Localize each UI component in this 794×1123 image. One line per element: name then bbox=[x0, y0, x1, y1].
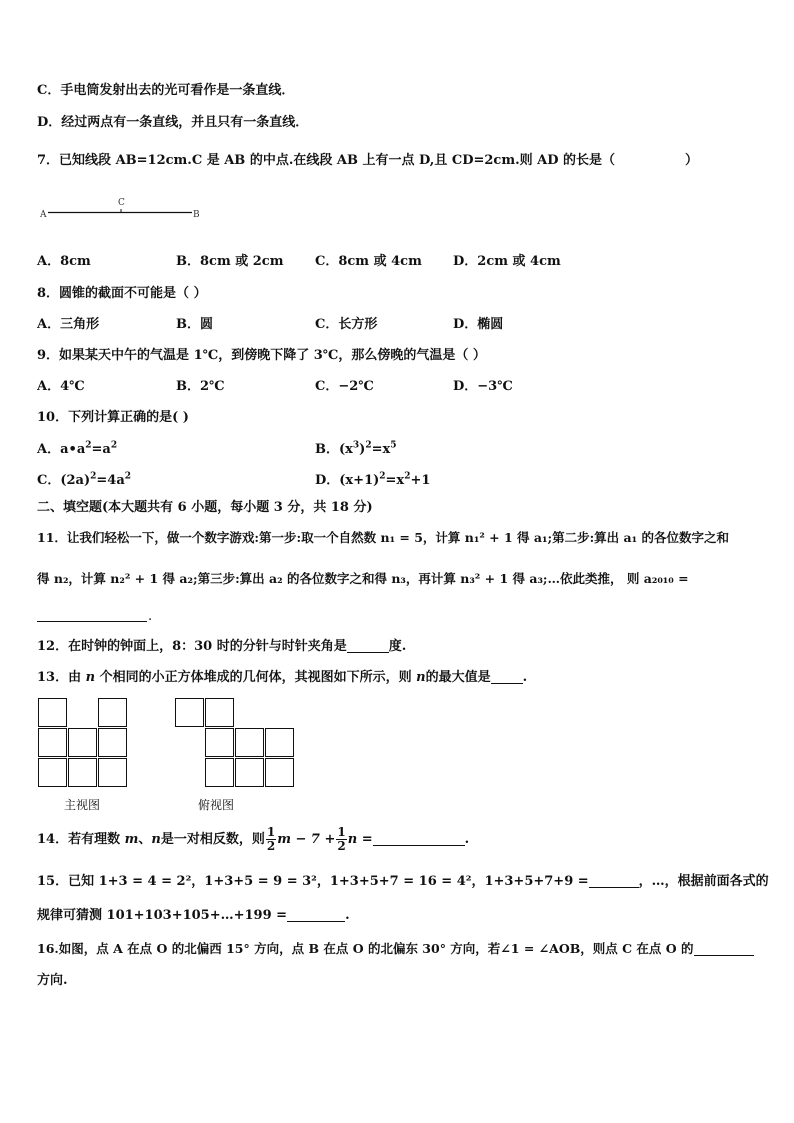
q10-option-b-sup3: 5 bbox=[390, 440, 397, 451]
q10-option-b-sup: 3 bbox=[352, 440, 360, 451]
segment-line bbox=[40, 198, 210, 224]
q15-line1-post: ，…，根据前面各式的 bbox=[638, 874, 769, 889]
q14-expr2: n = bbox=[347, 832, 373, 847]
q14-fraction-2-den: 2 bbox=[337, 839, 346, 853]
q10-option-b bbox=[315, 441, 397, 459]
top-view-cell bbox=[265, 758, 294, 787]
front-view-cell bbox=[38, 698, 67, 727]
q10-option-d bbox=[315, 472, 430, 490]
q13-stem bbox=[37, 669, 527, 687]
q14-variable-n: n bbox=[151, 832, 161, 847]
q16-line1-text: 16.如图，点 A 在点 O 的北偏西 15° 方向，点 B 在点 O 的北偏东 30° 方向，若∠1 = ∠AOB，则点 C 在点 O 的 bbox=[37, 941, 694, 956]
q13-answer-blank bbox=[491, 669, 523, 684]
q14-fraction-1-den: 2 bbox=[266, 839, 276, 853]
q8-option-a: A．三角形 bbox=[37, 317, 100, 332]
q13-stem-pre: 13．由 bbox=[37, 670, 82, 685]
q10-option-b-pre: B．(x bbox=[315, 442, 353, 457]
front-view-cell bbox=[38, 728, 67, 757]
q9-option-d: D．−3℃ bbox=[453, 379, 513, 394]
q16-line1 bbox=[37, 940, 754, 958]
front-view-caption: 主视图 bbox=[64, 798, 101, 812]
front-view-cell bbox=[98, 758, 127, 787]
q16-answer-blank bbox=[694, 941, 754, 956]
q10-option-c-post: =4a bbox=[96, 473, 125, 488]
q10-option-b-post: =x bbox=[371, 442, 391, 457]
q10-option-d-tail: +1 bbox=[410, 473, 431, 488]
q14-answer-blank bbox=[373, 831, 465, 846]
q10-option-d-sup2: 2 bbox=[404, 471, 411, 482]
q10-option-c-sup: 2 bbox=[90, 471, 97, 482]
q14-separator: 、 bbox=[138, 832, 152, 847]
top-view-cell bbox=[235, 758, 264, 787]
q7-option-c: C．8cm 或 4cm bbox=[315, 254, 422, 269]
segment-diagram bbox=[40, 198, 210, 224]
q9-option-b: B．2℃ bbox=[176, 379, 225, 394]
q9-option-a: A．4℃ bbox=[37, 379, 85, 394]
q15-answer-blank-1 bbox=[589, 873, 639, 888]
q12-stem bbox=[37, 638, 406, 656]
q10-option-d-post: =x bbox=[385, 473, 405, 488]
q7-stem-text: 7．已知线段 AB=12cm.C 是 AB 的中点.在线段 AB 上有一点 D,且 CD=2cm.则 AD 的长是（ bbox=[37, 153, 616, 168]
q8-option-d: D．椭圆 bbox=[453, 317, 504, 332]
front-view-cell bbox=[68, 728, 97, 757]
q10-option-b-sup2: 2 bbox=[365, 440, 372, 451]
top-view-figure bbox=[175, 698, 295, 788]
section-2-title: 二、填空题(本大题共有 6 小题，每小题 3 分，共 18 分) bbox=[37, 500, 373, 515]
q14-fraction-1 bbox=[266, 826, 276, 853]
q10-option-a-sup2: 2 bbox=[110, 440, 118, 451]
front-view-cell bbox=[38, 758, 67, 787]
q14-expr1: m − 7 + bbox=[277, 832, 336, 847]
segment-label-c: C bbox=[118, 198, 125, 208]
q10-option-a-post: =a bbox=[91, 442, 111, 457]
q9-option-c: C．−2℃ bbox=[315, 379, 374, 394]
q14-stem: 14．若有理数 m、n是一对相反数，则 $\frac{1}{2}$ m − 7 + $\frac{1}{2}$ n = . bbox=[37, 825, 470, 853]
q7-paren-close: ） bbox=[685, 153, 699, 168]
q6-option-c: C．手电筒发射出去的光可看作是一条直线． bbox=[37, 83, 295, 98]
q11-line2: 得 n₂，计算 n₂² + 1 得 a₂;第三步:算出 a₂ 的各位数字之和得 n₃，再计算 n₃² + 1 得 a₃;…依此类推， 则 a₂₀₁₀ = bbox=[37, 571, 689, 586]
q16-line2: 方向. bbox=[37, 973, 68, 988]
q13-variable-n: n bbox=[85, 670, 96, 685]
q10-option-d-pre: D．(x+1) bbox=[315, 473, 380, 488]
q8-option-b: B．圆 bbox=[176, 317, 213, 332]
q14-mid: 是一对相反数，则 bbox=[160, 832, 265, 847]
q14-fraction-2-num: 1 bbox=[337, 825, 346, 839]
q10-option-c-pre: C．(2a) bbox=[37, 473, 91, 488]
q12-stem-text: 12．在时钟的钟面上，8：30 时的分针与时针夹角是 bbox=[37, 639, 347, 654]
q7-option-b: B．8cm 或 2cm bbox=[176, 254, 284, 269]
q8-option-c: C．长方形 bbox=[315, 317, 378, 332]
q15-line2 bbox=[37, 907, 350, 925]
top-view-cell bbox=[205, 758, 234, 787]
top-view-cell bbox=[175, 698, 204, 727]
q10-option-a-pre: A．a•a bbox=[37, 442, 86, 457]
segment-label-a: A bbox=[40, 210, 47, 220]
q6-option-d: D．经过两点有一条直线，并且只有一条直线． bbox=[37, 115, 309, 130]
q10-option-a-sup: 2 bbox=[85, 440, 92, 451]
q7-option-d: D．2cm 或 4cm bbox=[453, 254, 561, 269]
q13-stem-mid: 个相同的小正方体堆成的几何体，其视图如下所示，则 bbox=[99, 670, 412, 685]
q10-option-c bbox=[37, 472, 131, 490]
q10-stem: 10．下列计算正确的是( ) bbox=[37, 410, 189, 425]
front-view-figure bbox=[38, 698, 128, 788]
front-view-cell bbox=[68, 758, 97, 787]
top-view-caption: 俯视图 bbox=[198, 798, 235, 812]
q9-stem: 9．如果某天中午的气温是 1℃，到傍晚下降了 3℃，那么傍晚的气温是（ ） bbox=[37, 348, 486, 363]
segment-label-b: B bbox=[193, 210, 200, 220]
q11-period: . bbox=[148, 609, 153, 624]
q13-variable-n-2: n bbox=[416, 670, 426, 685]
q14-fraction-1-num: 1 bbox=[266, 825, 276, 839]
q15-line2-pre: 规律可猜测 101+103+105+…+199 = bbox=[37, 908, 288, 923]
q10-option-b-mid: ) bbox=[359, 442, 366, 457]
q10-option-c-sup2: 2 bbox=[124, 471, 132, 482]
top-view-cell bbox=[205, 728, 234, 757]
q15-line1-pre: 15．已知 1+3 = 4 = 2²，1+3+5 = 9 = 3²，1+3+5+7 = 16 = 4²，1+3+5+7+9 = bbox=[37, 874, 589, 889]
q8-stem: 8．圆锥的截面不可能是（ ） bbox=[37, 286, 207, 301]
front-view-cell bbox=[98, 728, 127, 757]
q7-stem bbox=[37, 152, 698, 170]
q10-option-d-sup: 2 bbox=[379, 471, 386, 482]
q15-line2-post: . bbox=[345, 908, 350, 923]
q15-answer-blank-2 bbox=[287, 907, 345, 922]
top-view-cell bbox=[235, 728, 264, 757]
q13-tail: . bbox=[522, 670, 528, 685]
q13-stem-post: 的最大值是 bbox=[425, 670, 491, 685]
front-view-cell bbox=[98, 698, 127, 727]
q14-fraction-2 bbox=[336, 826, 346, 853]
q15-line1 bbox=[37, 873, 769, 891]
top-view-cell bbox=[265, 728, 294, 757]
q7-option-a: A．8cm bbox=[37, 254, 91, 269]
q14-stem-text: 14．若有理数 bbox=[37, 832, 121, 847]
q14-variable-m: m bbox=[124, 832, 139, 847]
top-view-cell bbox=[205, 698, 234, 727]
q10-option-a bbox=[37, 441, 117, 459]
q12-tail: 度. bbox=[388, 639, 407, 654]
q12-answer-blank bbox=[347, 638, 389, 653]
q11-line1: 11．让我们轻松一下，做一个数字游戏:第一步:取一个自然数 n₁ = 5，计算 n₁² + 1 得 a₁;第二步:算出 a₁ 的各位数字之和 bbox=[37, 530, 729, 545]
q11-answer-blank bbox=[37, 621, 147, 622]
